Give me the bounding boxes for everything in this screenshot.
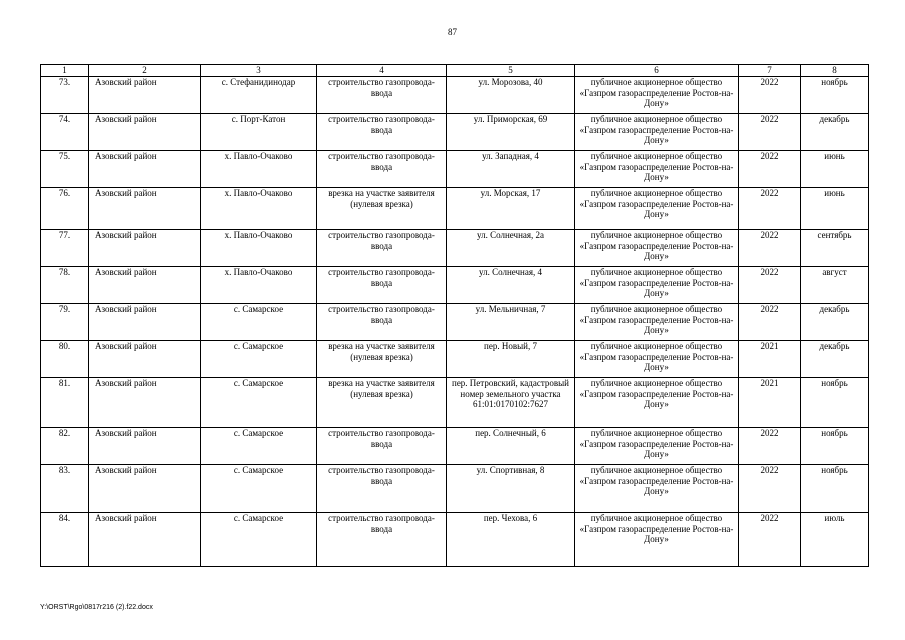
row-number: 76. [41,188,89,230]
column-header: 7 [739,65,801,77]
month-cell: декабрь [801,341,869,378]
district-cell: Азовский район [89,230,201,267]
work-type-cell: строительство газопровода-ввода [317,304,447,341]
table-row [41,513,869,567]
settlement-cell: х. Павло-Очаково [201,230,317,267]
year-cell: 2022 [739,230,801,267]
work-type-cell: строительство газопровода-ввода [317,267,447,304]
row-number: 80. [41,341,89,378]
work-type-cell: строительство газопровода-ввода [317,77,447,114]
row-number: 75. [41,151,89,188]
organization-cell: публичное акционерное общество «Газпром газораспределение Ростов-на-Дону» [575,151,739,188]
column-header: 2 [89,65,201,77]
year-cell: 2022 [739,188,801,230]
address-cell: ул. Морская, 17 [447,188,575,230]
work-type-cell: врезка на участке заявителя (нулевая врезка) [317,341,447,378]
district-cell: Азовский район [89,77,201,114]
district-cell: Азовский район [89,465,201,513]
column-header: 6 [575,65,739,77]
month-cell: декабрь [801,304,869,341]
column-header: 3 [201,65,317,77]
month-cell: ноябрь [801,428,869,465]
month-cell: июнь [801,188,869,230]
address-cell: ул. Спортивная, 8 [447,465,575,513]
district-cell: Азовский район [89,304,201,341]
year-cell: 2022 [739,77,801,114]
year-cell: 2021 [739,341,801,378]
table-row [41,230,869,267]
month-cell: декабрь [801,114,869,151]
year-cell: 2022 [739,513,801,567]
table-row [41,341,869,378]
row-number: 78. [41,267,89,304]
table-row [41,151,869,188]
table-row [41,428,869,465]
work-type-cell: врезка на участке заявителя (нулевая врезка) [317,378,447,428]
table-row [41,304,869,341]
work-type-cell: строительство газопровода-ввода [317,230,447,267]
address-cell: пер. Чехова, 6 [447,513,575,567]
row-number: 73. [41,77,89,114]
district-cell: Азовский район [89,267,201,304]
district-cell: Азовский район [89,513,201,567]
address-cell: ул. Солнечная, 2а [447,230,575,267]
year-cell: 2021 [739,378,801,428]
settlement-cell: с. Самарское [201,465,317,513]
settlement-cell: с. Самарское [201,513,317,567]
work-type-cell: строительство газопровода-ввода [317,465,447,513]
organization-cell: публичное акционерное общество «Газпром газораспределение Ростов-на-Дону» [575,77,739,114]
header-row [41,65,869,77]
gas-connection-table [40,64,869,567]
settlement-cell: с. Самарское [201,378,317,428]
district-cell: Азовский район [89,151,201,188]
address-cell: ул. Западная, 4 [447,151,575,188]
district-cell: Азовский район [89,188,201,230]
organization-cell: публичное акционерное общество «Газпром газораспределение Ростов-на-Дону» [575,378,739,428]
organization-cell: публичное акционерное общество «Газпром газораспределение Ростов-на-Дону» [575,513,739,567]
row-number: 77. [41,230,89,267]
column-header: 8 [801,65,869,77]
work-type-cell: строительство газопровода-ввода [317,513,447,567]
settlement-cell: с. Самарское [201,428,317,465]
column-header: 1 [41,65,89,77]
address-cell: пер. Петровский, кадастровый номер земельного участка 61:01:0170102:7627 [447,378,575,428]
month-cell: июнь [801,151,869,188]
row-number: 82. [41,428,89,465]
row-number: 81. [41,378,89,428]
row-number: 79. [41,304,89,341]
address-cell: ул. Морозова, 40 [447,77,575,114]
column-header: 5 [447,65,575,77]
table-row [41,77,869,114]
district-cell: Азовский район [89,114,201,151]
month-cell: август [801,267,869,304]
table-row [41,465,869,513]
settlement-cell: с. Самарское [201,341,317,378]
month-cell: июль [801,513,869,567]
settlement-cell: с. Порт-Катон [201,114,317,151]
organization-cell: публичное акционерное общество «Газпром газораспределение Ростов-на-Дону» [575,341,739,378]
settlement-cell: х. Павло-Очаково [201,151,317,188]
month-cell: ноябрь [801,378,869,428]
address-cell: ул. Приморская, 69 [447,114,575,151]
organization-cell: публичное акционерное общество «Газпром газораспределение Ростов-на-Дону» [575,304,739,341]
settlement-cell: с. Стефанидинодар [201,77,317,114]
organization-cell: публичное акционерное общество «Газпром газораспределение Ростов-на-Дону» [575,428,739,465]
row-number: 74. [41,114,89,151]
district-cell: Азовский район [89,378,201,428]
address-cell: ул. Мельничная, 7 [447,304,575,341]
year-cell: 2022 [739,428,801,465]
footer-file-path: Y:\ORST\Rgo\0817r216 (2).f22.docx [40,604,153,611]
table-row [41,188,869,230]
settlement-cell: х. Павло-Очаково [201,267,317,304]
organization-cell: публичное акционерное общество «Газпром газораспределение Ростов-на-Дону» [575,267,739,304]
month-cell: ноябрь [801,77,869,114]
work-type-cell: врезка на участке заявителя (нулевая врезка) [317,188,447,230]
address-cell: пер. Солнечный, 6 [447,428,575,465]
column-header: 4 [317,65,447,77]
work-type-cell: строительство газопровода-ввода [317,114,447,151]
year-cell: 2022 [739,304,801,341]
address-cell: пер. Новый, 7 [447,341,575,378]
work-type-cell: строительство газопровода-ввода [317,428,447,465]
settlement-cell: х. Павло-Очаково [201,188,317,230]
table-row [41,114,869,151]
organization-cell: публичное акционерное общество «Газпром газораспределение Ростов-на-Дону» [575,188,739,230]
row-number: 83. [41,465,89,513]
month-cell: сентябрь [801,230,869,267]
work-type-cell: строительство газопровода-ввода [317,151,447,188]
district-cell: Азовский район [89,428,201,465]
address-cell: ул. Солнечная, 4 [447,267,575,304]
district-cell: Азовский район [89,341,201,378]
organization-cell: публичное акционерное общество «Газпром газораспределение Ростов-на-Дону» [575,465,739,513]
year-cell: 2022 [739,267,801,304]
settlement-cell: с. Самарское [201,304,317,341]
year-cell: 2022 [739,114,801,151]
year-cell: 2022 [739,151,801,188]
organization-cell: публичное акционерное общество «Газпром газораспределение Ростов-на-Дону» [575,230,739,267]
table-row [41,378,869,428]
page-number: 87 [448,27,457,37]
row-number: 84. [41,513,89,567]
organization-cell: публичное акционерное общество «Газпром газораспределение Ростов-на-Дону» [575,114,739,151]
table-row [41,267,869,304]
year-cell: 2022 [739,465,801,513]
month-cell: ноябрь [801,465,869,513]
